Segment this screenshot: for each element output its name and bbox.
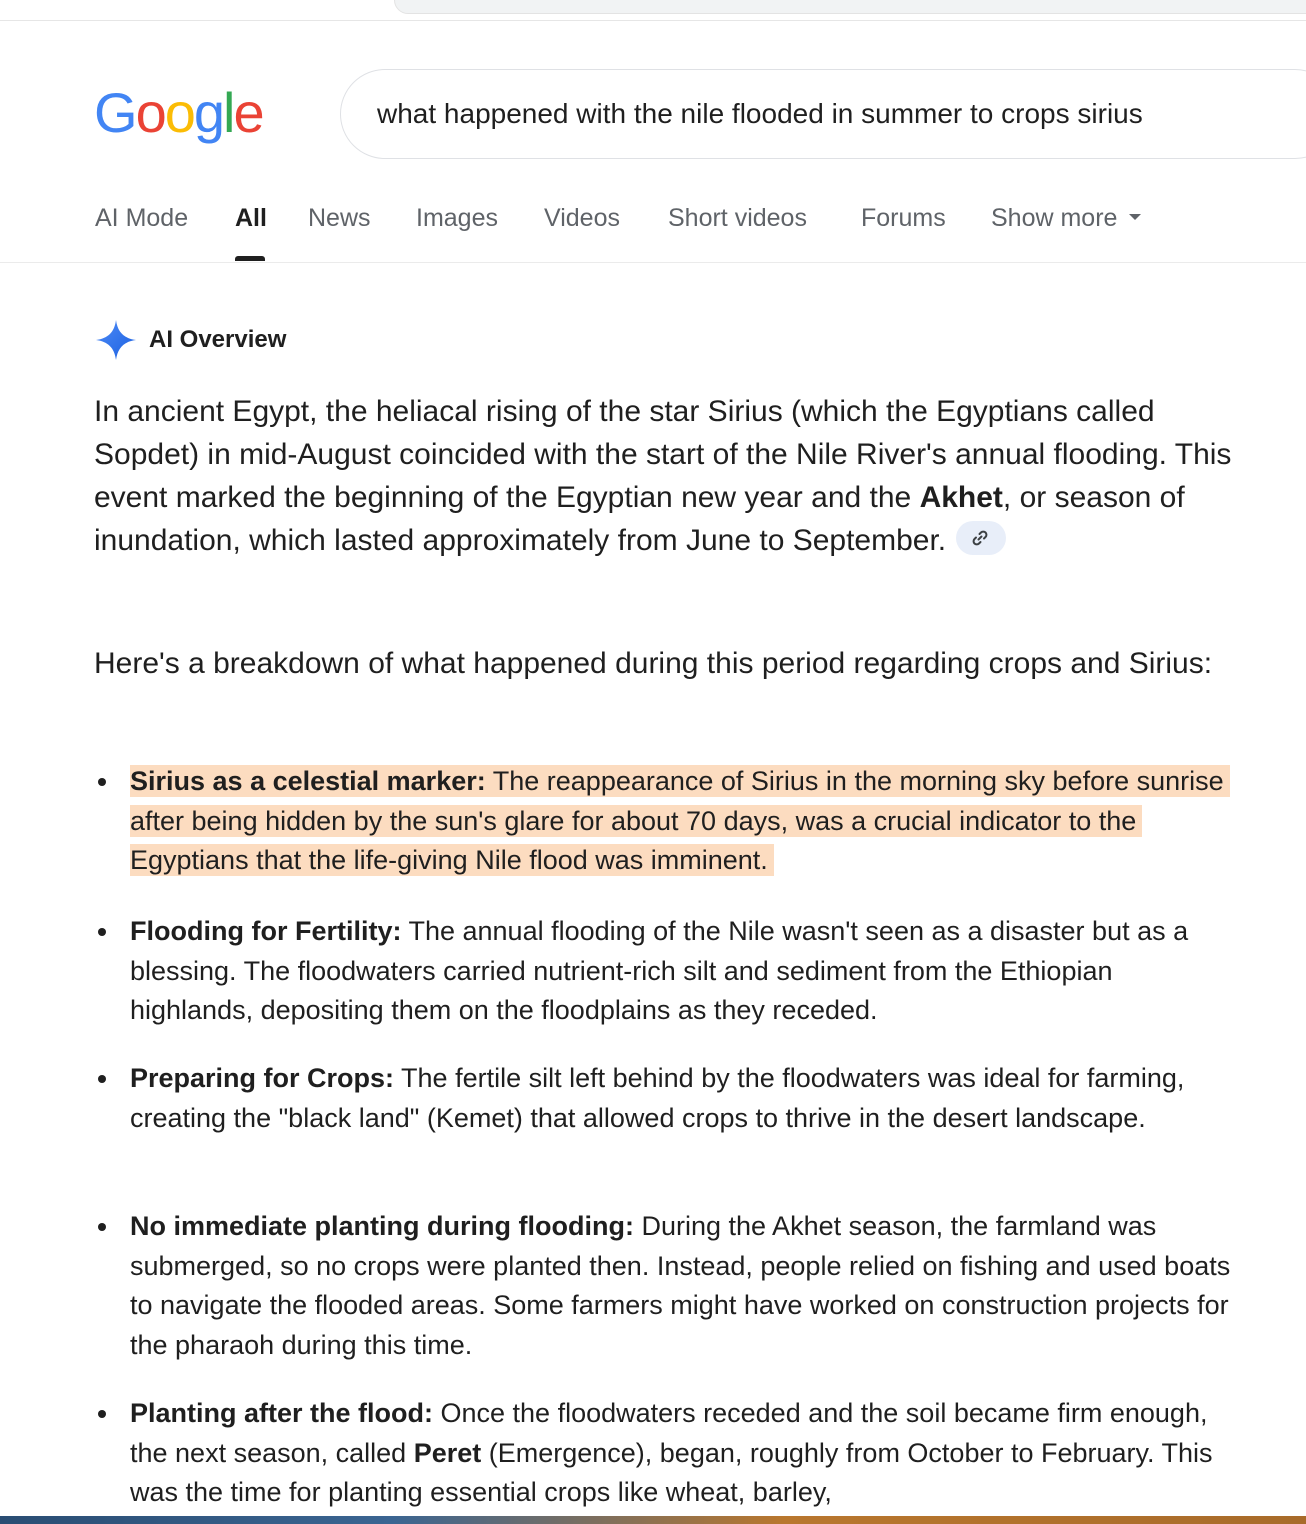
bullet-heading: Sirius as a celestial marker: bbox=[130, 766, 486, 796]
bullet-text bbox=[130, 762, 1240, 881]
bullet-body-1: Once the floodwaters receded and the soil became firm enough, the next season, called bbox=[130, 1398, 1208, 1468]
link-icon bbox=[970, 528, 990, 548]
tab-short-videos[interactable]: Short videos bbox=[668, 204, 807, 232]
logo-letter-g2: g bbox=[193, 81, 224, 144]
intro-text-1: In ancient Egypt, the heliacal rising of the star Sirius (which the Egyptians called Sopdet) in mid-August coincided with the start of the Nile River's annual flooding. This event marked the beginning of the Egyptian new year and the bbox=[94, 395, 1232, 514]
bullet-dot bbox=[98, 778, 106, 786]
intro-bold-akhet: Akhet bbox=[919, 481, 1003, 514]
bullet-body: The fertile silt left behind by the floodwaters was ideal for farming, creating the "black land" (Kemet) that allowed crops to thrive in the desert landscape. bbox=[130, 1063, 1185, 1133]
logo-letter-l: l bbox=[223, 81, 234, 144]
bullet-heading: No immediate planting during flooding: bbox=[130, 1211, 634, 1241]
bullet-heading: Preparing for Crops: bbox=[130, 1063, 395, 1093]
bullet-text bbox=[130, 1207, 1240, 1365]
logo-letter-e: e bbox=[233, 81, 263, 144]
ai-overview-breakdown: Here's a breakdown of what happened during this period regarding crops and Sirius: bbox=[94, 647, 1213, 680]
bullet-heading: Planting after the flood: bbox=[130, 1398, 433, 1428]
logo-letter-g: G bbox=[94, 81, 136, 144]
intro-text-2: , or season of inundation, which lasted approximately from June to September. bbox=[94, 481, 1185, 557]
logo-letter-o1: o bbox=[135, 81, 165, 144]
tab-videos[interactable]: Videos bbox=[544, 204, 620, 232]
tab-all[interactable]: All bbox=[235, 204, 267, 232]
google-logo[interactable] bbox=[94, 78, 263, 148]
active-tab-indicator bbox=[235, 256, 265, 261]
tab-news[interactable]: News bbox=[308, 204, 371, 232]
bullet-dot bbox=[98, 928, 106, 936]
browser-tab-bar bbox=[394, 0, 1306, 14]
logo-letter-o2: o bbox=[164, 81, 194, 144]
bullet-text bbox=[130, 1394, 1240, 1513]
bullet-bold-peret: Peret bbox=[413, 1437, 482, 1468]
bullet-text bbox=[130, 1059, 1240, 1138]
caret-down-icon bbox=[1129, 214, 1141, 220]
tab-images[interactable]: Images bbox=[416, 204, 498, 232]
taskbar-edge bbox=[0, 1516, 1306, 1524]
bullet-text bbox=[130, 912, 1240, 1031]
show-more-label: Show more bbox=[991, 204, 1118, 232]
search-box[interactable] bbox=[340, 69, 1306, 159]
tab-forums[interactable]: Forums bbox=[861, 204, 946, 232]
search-input[interactable] bbox=[377, 70, 1306, 158]
ai-overview-title: AI Overview bbox=[149, 326, 287, 353]
tab-ai-mode[interactable]: AI Mode bbox=[95, 204, 189, 232]
browser-top-strip bbox=[0, 0, 1306, 21]
bullet-dot bbox=[98, 1223, 106, 1231]
bullet-body: The annual flooding of the Nile wasn't seen as a disaster but as a blessing. The floodwaters carried nutrient-rich silt and sediment from the Ethiopian highlands, depositing them on the floodplains as they receded. bbox=[130, 916, 1189, 1025]
bullet-dot bbox=[98, 1075, 106, 1083]
source-link-chip[interactable] bbox=[956, 521, 1006, 555]
bullet-body: The reappearance of Sirius in the morning sky before sunrise after being hidden by the sun's glare for about 70 days, was a crucial indicator to the Egyptians that the life-giving Nile flood was imminent. bbox=[130, 766, 1224, 875]
ai-sparkle-icon bbox=[94, 318, 138, 362]
bullet-body: During the Akhet season, the farmland was submerged, so no crops were planted then. Instead, people relied on fishing and used boats to navigate the flooded areas. Some farmers might have worked on construction projects for the pharaoh during this time. bbox=[130, 1211, 1231, 1360]
bullet-body-2: (Emergence), began, roughly from October to February. This was the time for planting essential crops like wheat, barley, bbox=[130, 1437, 1213, 1507]
search-tabs bbox=[0, 190, 1306, 263]
tab-show-more[interactable] bbox=[991, 204, 1141, 233]
ai-overview-intro bbox=[94, 390, 1254, 562]
bullet-heading: Flooding for Fertility: bbox=[130, 916, 402, 946]
bullet-dot bbox=[98, 1410, 106, 1418]
highlighted-passage bbox=[130, 765, 1230, 876]
